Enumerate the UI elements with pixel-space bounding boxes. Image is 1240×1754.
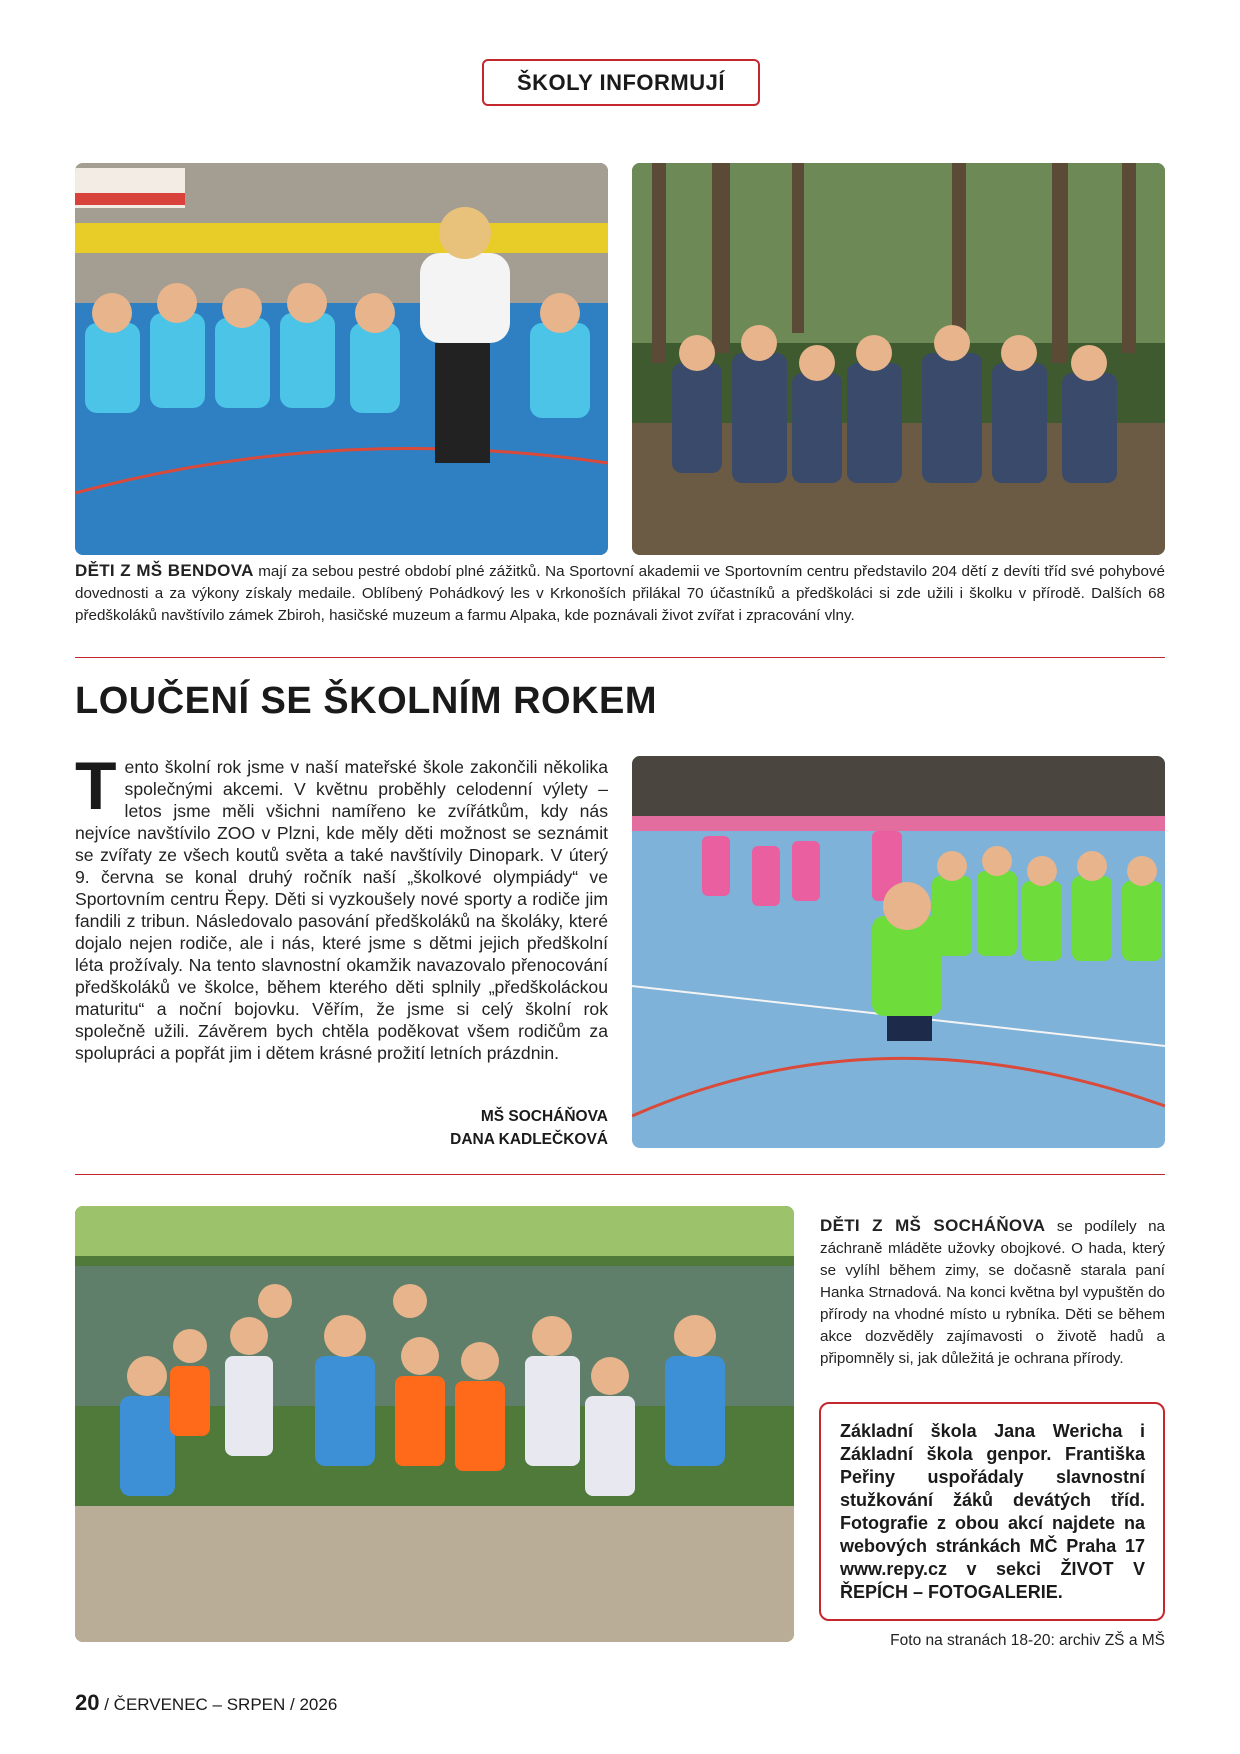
article-dropcap: T [75,748,117,824]
photo-fairy-tale-forest [632,163,1165,555]
caption-sochanova [820,1215,1165,1370]
article-signature [300,1105,608,1151]
photo-sports-academy [75,163,608,555]
signature-author: DANA KADLEČKOVÁ [450,1131,608,1148]
caption-bendova-lead: DĚTI Z MŠ BENDOVA [75,561,254,580]
section-tag: ŠKOLY INFORMUJÍ [482,59,760,106]
signature-school: MŠ SOCHÁŇOVA [480,1108,608,1125]
caption-sochanova-text: se podílely na záchraně mláděte užovky obojkové. O hada, který se vylíhl během zimy, se dočasně starala paní Hanka Strnadová. Na konci května byl vypuštěn do přírody na vhodné místo u rybníka. Děti se během akce dozvěděly zajímavosti o životě hadů a připomněly si, jak důležitá je ochrana přírody. [820,1218,1165,1367]
article-title: LOUČENÍ SE ŠKOLNÍM ROKEM [75,680,658,722]
article-text: ento školní rok jsme v naší mateřské škole zakončili několika společnými akcemi. V květnu proběhly celodenní výlety – letos jsme měli všichni namířeno ke zvířátkům, kdy nás nejvíce navštívilo ZOO v Plzni, kde měly děti možnost se seznámit se zvířaty ze všech koutů světa a také navštívily Dinopark. V úterý 9. června se konal druhý ročník naší „školkové olympiády“ ve Sportovním centru Řepy. Děti si vyzkoušely nové sporty a rodiče jim fandili z tribun. Následovalo pasování předškoláků na školáky, které dojalo nejen rodiče, ale i nás, které jsme s dětmi jejich předškolní léta prožívaly. Na tento slavnostní okamžik navazovalo přenocování předškoláků ve školce, během kterého děti splnily „předškoláckou maturitu“ a noční bojovku. Věřím, že jsme si celý školní rok společně užili. Závěrem bych chtěla poděkovat všem rodičům za spolupráci a popřát jim i dětem krásné prožití letních prázdnin. [75,757,608,1063]
caption-bendova [75,560,1165,627]
notice-box [819,1402,1165,1621]
divider-top [75,657,1165,658]
photo-credit: Foto na stranách 18-20: archiv ZŠ a MŠ [890,1632,1165,1649]
caption-sochanova-lead: DĚTI Z MŠ SOCHÁŇOVA [820,1216,1046,1235]
page-number: 20 [75,1690,100,1715]
photo-pond-group [75,1206,794,1642]
issue-label: / ČERVENEC – SRPEN / 2026 [104,1695,338,1714]
caption-bendova-text: mají za sebou pestré období plné zážitků. Na Sportovní akademii ve Sportovním centru představilo 204 dětí z devíti tříd své pohybové dovednosti a za výkony získaly medaile. Oblíbený Pohádkový les v Krkonoších přilákal 70 účastníků a předškoláci si zde užili i školku v přírodě. Dalších 68 předškoláků navštívilo zámek Zbiroh, hasičské muzeum a farmu Alpaka, kde poznávali život zvířat i zpracování vlny. [75,563,1165,624]
divider-middle [75,1174,1165,1175]
notice-text: Základní škola Jana Wericha i Základní škola genpor. Františka Peřiny uspořádaly slavnostní stužkování žáků devátých tříd. Fotografie z obou akcí najdete na webových stránkách MČ Praha 17 www.repy.cz v sekci ŽIVOT V ŘEPÍCH – FOTOGALERIE. [840,1421,1145,1602]
page-footer [75,1690,337,1716]
article-body [75,748,608,1064]
photo-olympiad [632,756,1165,1148]
